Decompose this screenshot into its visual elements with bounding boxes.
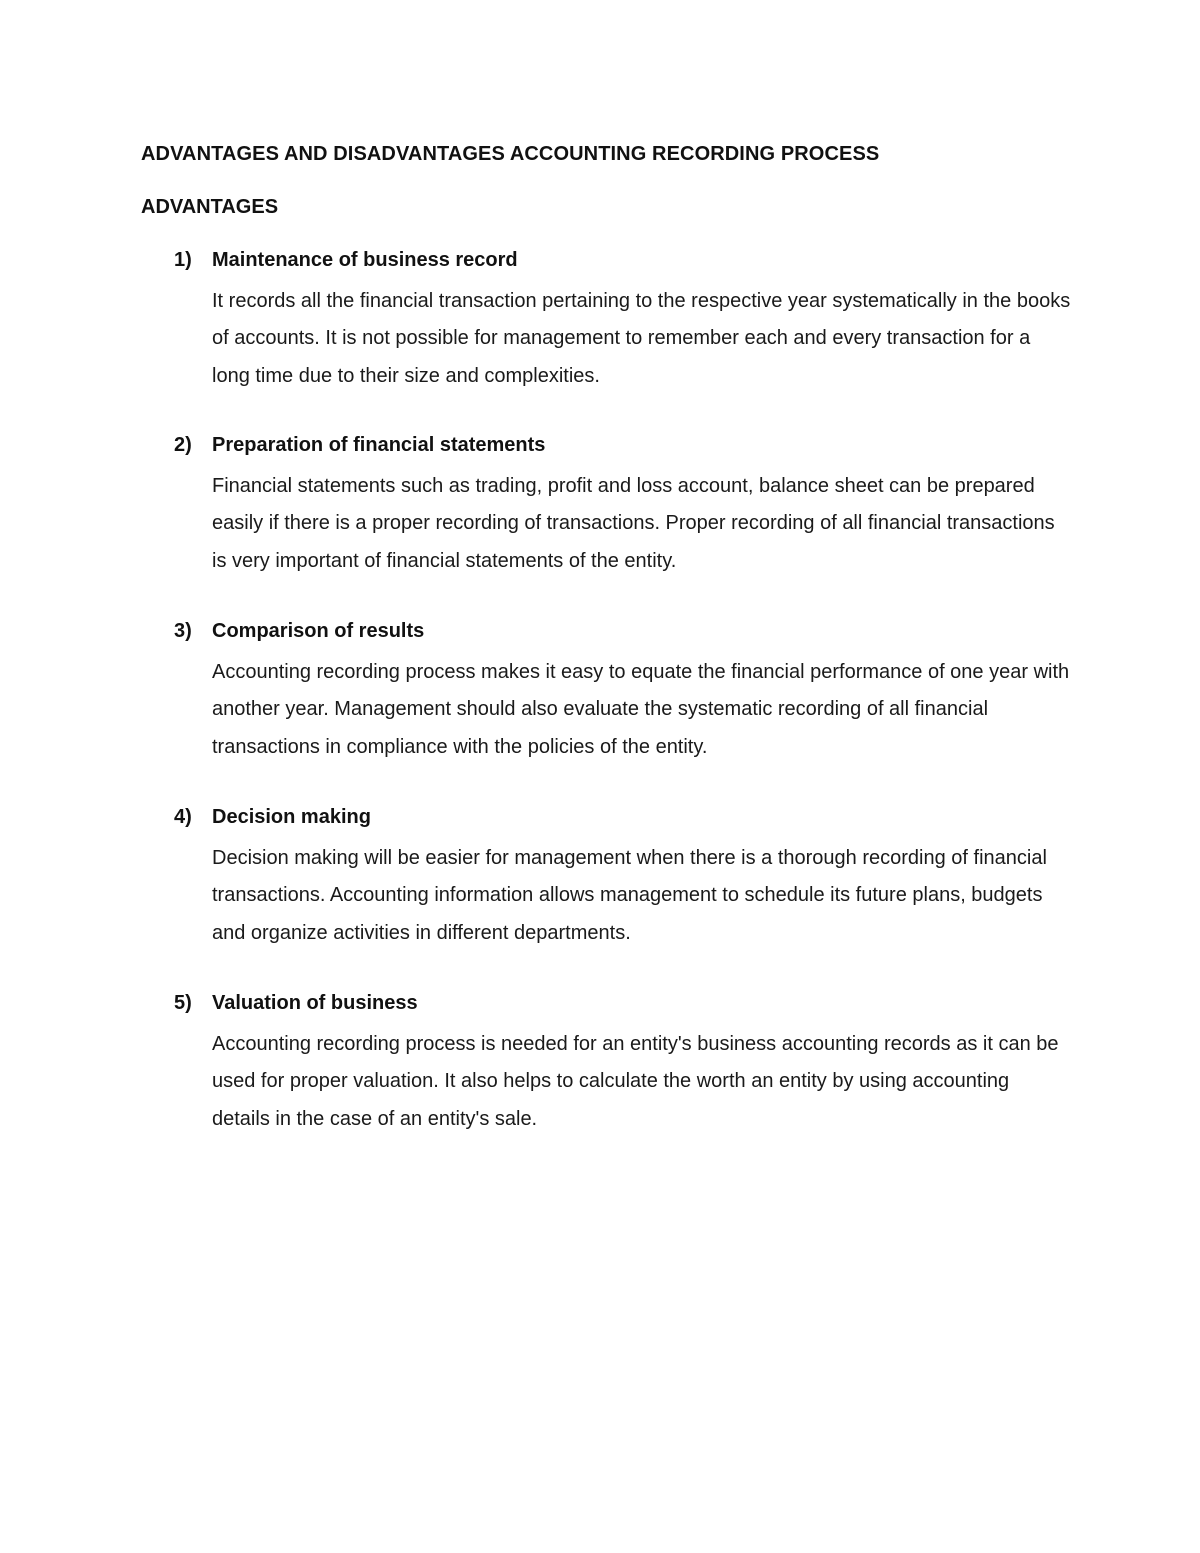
list-item-heading-row: [174, 432, 1074, 458]
list-item-heading-row: [174, 804, 1074, 830]
list-item: [174, 432, 1074, 580]
list-item: [174, 990, 1074, 1138]
list-item-body: It records all the financial transaction pertaining to the respective year systematically in the books of accounts. It is not possible for management to remember each and every transaction for a long time due to their size and complexities.: [212, 290, 1071, 387]
section-heading-advantages: ADVANTAGES: [141, 196, 279, 218]
list-item-heading: Preparation of financial statements: [212, 434, 546, 456]
list-item-heading: Comparison of results: [212, 620, 425, 642]
list-item-heading-row: [174, 247, 1074, 273]
list-item-number: 2): [174, 434, 192, 456]
list-item-number: 4): [174, 806, 192, 828]
list-item-body: Financial statements such as trading, profit and loss account, balance sheet can be prepared easily if there is a proper recording of transactions. Proper recording of all financial transactions is very important of financial statements of the entity.: [212, 475, 1055, 572]
list-item-body: Decision making will be easier for management when there is a thorough recording of financial transactions. Accounting information allows management to schedule its future plans, budgets and organize activities in different departments.: [212, 847, 1047, 944]
list-item: [174, 618, 1074, 766]
list-item-heading-row: [174, 618, 1074, 644]
list-item: [174, 804, 1074, 952]
list-item-heading: Maintenance of business record: [212, 249, 518, 271]
list-item-heading-row: [174, 990, 1074, 1016]
list-item-heading: Decision making: [212, 806, 371, 828]
list-item-heading: Valuation of business: [212, 992, 418, 1014]
document-title: ADVANTAGES AND DISADVANTAGES ACCOUNTING RECORDING PROCESS: [141, 143, 880, 165]
list-item: [174, 247, 1074, 395]
list-item-number: 1): [174, 249, 192, 271]
list-item-number: 5): [174, 992, 192, 1014]
list-item-body: Accounting recording process makes it easy to equate the financial performance of one year with another year. Management should also evaluate the systematic recording of all financial transactions in compliance with the policies of the entity.: [212, 661, 1070, 758]
list-item-number: 3): [174, 620, 192, 642]
list-item-body: Accounting recording process is needed for an entity's business accounting records as it can be used for proper valuation. It also helps to calculate the worth an entity by using accounting details in the case of an entity's sale.: [212, 1033, 1059, 1130]
